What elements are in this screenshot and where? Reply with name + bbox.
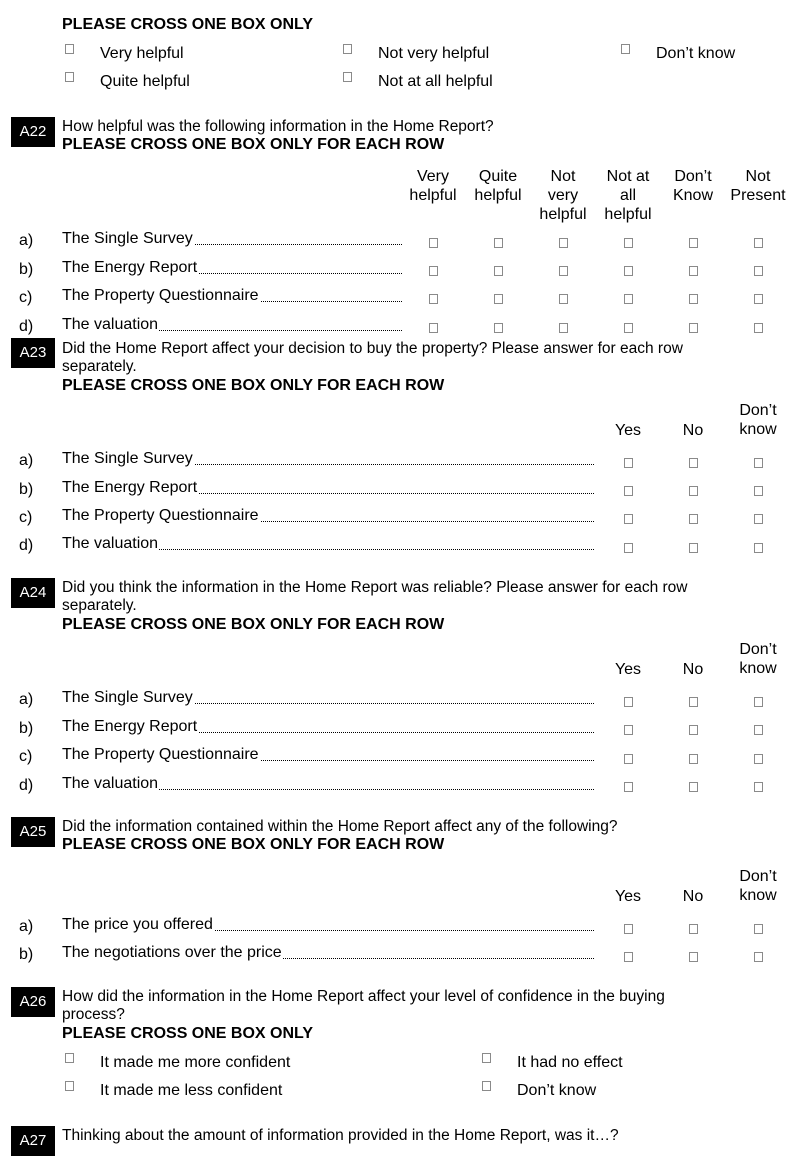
question-instruction: PLEASE CROSS ONE BOX ONLY FOR EACH ROW — [62, 136, 445, 153]
row-label: The negotiations over the price — [62, 944, 594, 962]
option-label: Not at all helpful — [378, 73, 493, 90]
column-header: Not very helpful — [539, 168, 587, 223]
checkbox[interactable] — [754, 754, 763, 764]
checkbox[interactable] — [689, 486, 698, 496]
checkbox-no-effect[interactable] — [482, 1053, 491, 1063]
row-letter: b) — [19, 261, 34, 278]
checkbox[interactable] — [754, 514, 763, 524]
question-number: A25 — [11, 817, 55, 847]
row-label: The price you offered — [62, 916, 594, 934]
checkbox[interactable] — [689, 697, 698, 707]
checkbox[interactable] — [624, 782, 633, 792]
row-label: The valuation — [62, 316, 402, 334]
row-letter: d) — [19, 777, 34, 794]
checkbox[interactable] — [624, 514, 633, 524]
checkbox[interactable] — [754, 952, 763, 962]
question-number: A26 — [11, 987, 55, 1017]
checkbox[interactable] — [754, 924, 763, 934]
checkbox-less-confident[interactable] — [65, 1081, 74, 1091]
question-instruction: PLEASE CROSS ONE BOX ONLY FOR EACH ROW — [62, 616, 445, 633]
checkbox[interactable] — [624, 486, 633, 496]
checkbox[interactable] — [624, 238, 633, 248]
row-letter: d) — [19, 318, 34, 335]
column-header: Yes — [614, 888, 642, 905]
checkbox[interactable] — [559, 323, 568, 333]
checkbox[interactable] — [689, 725, 698, 735]
question-text-continued: process? — [62, 1006, 125, 1023]
row-label: The Property Questionnaire — [62, 746, 594, 764]
checkbox[interactable] — [689, 952, 698, 962]
question-number: A24 — [11, 578, 55, 608]
checkbox-dont-know[interactable] — [482, 1081, 491, 1091]
checkbox[interactable] — [689, 543, 698, 553]
checkbox[interactable] — [624, 754, 633, 764]
row-label: The Energy Report — [62, 718, 594, 736]
checkbox[interactable] — [754, 238, 763, 248]
row-letter: c) — [19, 748, 33, 765]
checkbox-more-confident[interactable] — [65, 1053, 74, 1063]
checkbox-not-very-helpful[interactable] — [343, 44, 352, 54]
row-letter: a) — [19, 918, 34, 935]
option-label: Quite helpful — [100, 73, 190, 90]
option-label: Don’t know — [656, 45, 736, 62]
option-label: Not very helpful — [378, 45, 490, 62]
column-header: Yes — [614, 422, 642, 439]
checkbox[interactable] — [624, 458, 633, 468]
question-text-continued: separately. — [62, 358, 137, 375]
option-label: It made me more confident — [100, 1054, 291, 1071]
row-label: The Property Questionnaire — [62, 507, 594, 525]
checkbox[interactable] — [754, 323, 763, 333]
checkbox-quite-helpful[interactable] — [65, 72, 74, 82]
checkbox[interactable] — [429, 238, 438, 248]
column-header: Not Present — [730, 168, 786, 204]
checkbox[interactable] — [689, 782, 698, 792]
option-label: It had no effect — [517, 1054, 623, 1071]
row-label: The Energy Report — [62, 259, 402, 277]
checkbox[interactable] — [624, 543, 633, 553]
option-label: Very helpful — [100, 45, 184, 62]
checkbox[interactable] — [559, 266, 568, 276]
option-label: It made me less confident — [100, 1082, 283, 1099]
question-text: How did the information in the Home Report affect your level of confidence in the buying — [62, 988, 665, 1005]
checkbox[interactable] — [494, 266, 503, 276]
column-header: Don’t know — [739, 868, 777, 904]
question-number: A27 — [11, 1126, 55, 1156]
checkbox[interactable] — [689, 754, 698, 764]
checkbox[interactable] — [754, 486, 763, 496]
row-label: The valuation — [62, 775, 594, 793]
checkbox[interactable] — [689, 323, 698, 333]
question-text: Thinking about the amount of information provided in the Home Report, was it…? — [62, 1127, 619, 1144]
question-instruction: PLEASE CROSS ONE BOX ONLY FOR EACH ROW — [62, 377, 445, 394]
question-text: Did the Home Report affect your decision to buy the property? Please answer for each row — [62, 340, 683, 357]
checkbox[interactable] — [624, 725, 633, 735]
checkbox[interactable] — [429, 294, 438, 304]
column-header: Yes — [614, 661, 642, 678]
column-header: Don’t Know — [672, 168, 714, 204]
checkbox[interactable] — [559, 294, 568, 304]
checkbox[interactable] — [624, 294, 633, 304]
option-label: Don’t know — [517, 1082, 597, 1099]
checkbox[interactable] — [494, 238, 503, 248]
checkbox[interactable] — [689, 294, 698, 304]
row-label: The Single Survey — [62, 450, 594, 468]
question-instruction: PLEASE CROSS ONE BOX ONLY — [62, 1025, 314, 1042]
checkbox-dont-know[interactable] — [621, 44, 630, 54]
question-text: Did the information contained within the Home Report affect any of the following? — [62, 818, 618, 835]
checkbox[interactable] — [494, 294, 503, 304]
checkbox[interactable] — [754, 697, 763, 707]
checkbox[interactable] — [754, 266, 763, 276]
checkbox[interactable] — [624, 924, 633, 934]
checkbox-not-at-all-helpful[interactable] — [343, 72, 352, 82]
row-letter: b) — [19, 946, 34, 963]
row-label: The valuation — [62, 535, 594, 553]
question-text: Did you think the information in the Home Report was reliable? Please answer for each row — [62, 579, 688, 596]
row-letter: c) — [19, 289, 33, 306]
checkbox[interactable] — [429, 323, 438, 333]
column-header: No — [682, 422, 704, 439]
checkbox[interactable] — [624, 952, 633, 962]
checkbox[interactable] — [429, 266, 438, 276]
checkbox-very-helpful[interactable] — [65, 44, 74, 54]
intro-instruction: PLEASE CROSS ONE BOX ONLY — [62, 16, 314, 33]
row-letter: a) — [19, 232, 34, 249]
column-header: Not at all helpful — [604, 168, 652, 223]
row-letter: a) — [19, 452, 34, 469]
column-header: Don’t know — [739, 641, 777, 677]
column-header: No — [682, 661, 704, 678]
question-text: How helpful was the following information in the Home Report? — [62, 118, 494, 135]
checkbox[interactable] — [754, 725, 763, 735]
checkbox[interactable] — [754, 458, 763, 468]
question-number: A22 — [11, 117, 55, 147]
row-label: The Energy Report — [62, 479, 594, 497]
row-letter: c) — [19, 509, 33, 526]
checkbox[interactable] — [689, 458, 698, 468]
checkbox[interactable] — [624, 266, 633, 276]
checkbox[interactable] — [689, 514, 698, 524]
checkbox[interactable] — [754, 294, 763, 304]
column-header: Quite helpful — [474, 168, 522, 204]
question-number: A23 — [11, 338, 55, 368]
checkbox[interactable] — [624, 323, 633, 333]
column-header: Don’t know — [739, 402, 777, 438]
checkbox[interactable] — [624, 697, 633, 707]
checkbox[interactable] — [494, 323, 503, 333]
checkbox[interactable] — [559, 238, 568, 248]
row-label: The Single Survey — [62, 689, 594, 707]
checkbox[interactable] — [754, 782, 763, 792]
row-letter: a) — [19, 691, 34, 708]
checkbox[interactable] — [689, 266, 698, 276]
question-instruction: PLEASE CROSS ONE BOX ONLY FOR EACH ROW — [62, 836, 445, 853]
row-label: The Single Survey — [62, 230, 402, 248]
column-header: No — [682, 888, 704, 905]
question-text-continued: separately. — [62, 597, 137, 614]
checkbox[interactable] — [754, 543, 763, 553]
row-letter: b) — [19, 481, 34, 498]
checkbox[interactable] — [689, 238, 698, 248]
row-letter: b) — [19, 720, 34, 737]
checkbox[interactable] — [689, 924, 698, 934]
row-label: The Property Questionnaire — [62, 287, 402, 305]
column-header: Very helpful — [409, 168, 457, 204]
row-letter: d) — [19, 537, 34, 554]
